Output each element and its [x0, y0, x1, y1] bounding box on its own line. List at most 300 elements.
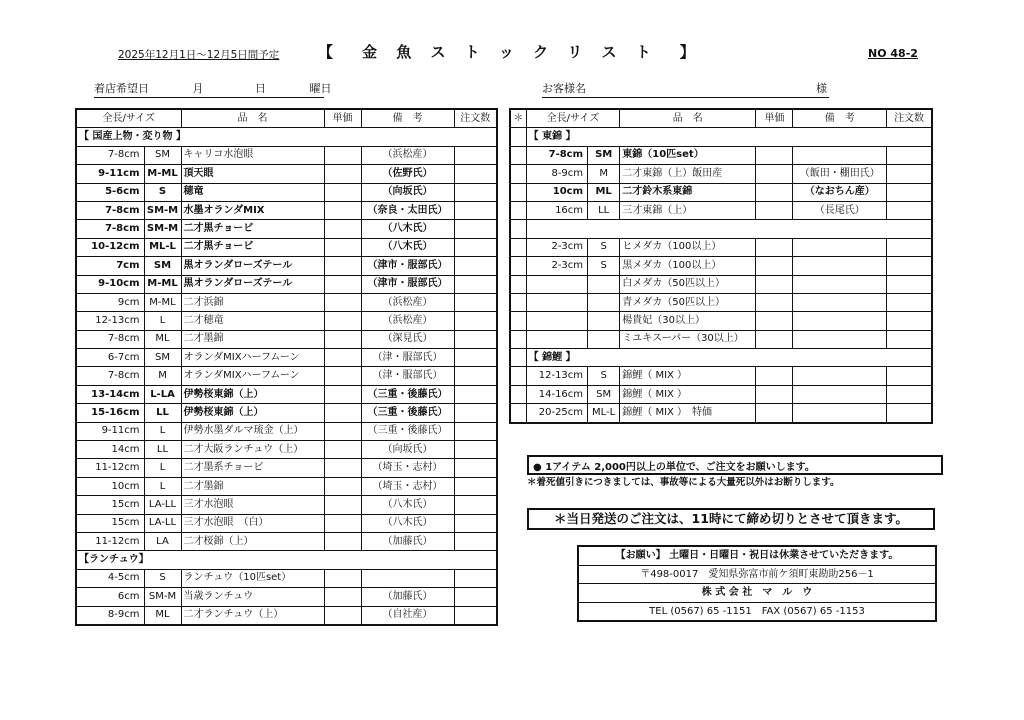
size-cell: LA-LL	[144, 514, 181, 532]
size-cell: S	[588, 257, 620, 275]
length-cell: 15cm	[76, 496, 144, 514]
section-header-row	[510, 220, 932, 238]
order-qty-cell[interactable]	[887, 165, 932, 183]
product-name-cell: オランダMIXハーフムーン	[181, 367, 324, 385]
order-qty-cell[interactable]	[454, 606, 497, 625]
length-cell: 11-12cm	[76, 532, 144, 550]
section-header-row	[76, 128, 497, 146]
size-cell: S	[588, 367, 620, 385]
product-name-cell: 錦鯉（ MIX ）	[620, 367, 756, 385]
size-cell: ML-L	[144, 238, 181, 256]
star-cell	[510, 367, 526, 385]
size-cell: SM-M	[144, 220, 181, 238]
document-number: NO 48-2	[868, 47, 918, 60]
weekday-label: 曜日	[309, 82, 332, 95]
order-qty-cell[interactable]	[454, 569, 497, 587]
price-cell	[756, 293, 793, 311]
order-qty-cell[interactable]	[887, 367, 932, 385]
product-name-cell: オランダMIXハーフムーン	[181, 349, 324, 367]
remarks-cell	[793, 275, 887, 293]
remarks-cell: （加藤氏）	[361, 588, 454, 606]
size-cell: SM	[144, 349, 181, 367]
remarks-cell: （三重・後藤氏）	[361, 422, 454, 440]
size-cell: M	[144, 367, 181, 385]
table-row	[510, 312, 932, 330]
order-qty-cell[interactable]	[454, 201, 497, 219]
length-cell: 7-8cm	[76, 220, 144, 238]
star-header: ＊	[510, 109, 526, 128]
remarks-cell: （浜松産）	[361, 293, 454, 311]
product-name-cell: 当歳ランチュウ	[181, 588, 324, 606]
length-cell: 9-10cm	[76, 275, 144, 293]
order-qty-cell[interactable]	[454, 257, 497, 275]
remarks-cell: （八木氏）	[361, 514, 454, 532]
table-row	[510, 293, 932, 311]
table-row	[76, 496, 497, 514]
remarks-cell	[793, 330, 887, 348]
remarks-cell	[361, 569, 454, 587]
table-row	[76, 569, 497, 587]
length-cell: 9-11cm	[76, 422, 144, 440]
length-cell: 7-8cm	[76, 330, 144, 348]
honorific-label: 様	[816, 82, 827, 95]
length-cell: 14cm	[76, 441, 144, 459]
size-cell: LL	[144, 404, 181, 422]
qty-header: 注文数	[454, 109, 497, 128]
remarks-cell: （八木氏）	[361, 496, 454, 514]
remarks-cell: （埼玉・志村）	[361, 459, 454, 477]
size-cell: ML	[144, 330, 181, 348]
length-cell: 7-8cm	[76, 201, 144, 219]
section-title	[526, 220, 932, 238]
size-cell: LA-LL	[144, 496, 181, 514]
size-cell: SM-M	[144, 588, 181, 606]
product-name-cell: 二才墨錦	[181, 477, 324, 495]
size-cell: LL	[588, 201, 620, 219]
length-cell: 15-16cm	[76, 404, 144, 422]
product-name-cell: 伊勢桜東錦（上）	[181, 385, 324, 403]
table-row	[510, 404, 932, 423]
left-header-row	[76, 109, 497, 128]
remarks-cell: （津・服部氏）	[361, 367, 454, 385]
length-cell	[526, 275, 587, 293]
star-cell	[510, 201, 526, 219]
size-cell	[588, 293, 620, 311]
price-cell	[756, 385, 793, 403]
table-row	[76, 385, 497, 403]
size-cell	[588, 330, 620, 348]
size-cell: S	[588, 238, 620, 256]
table-row	[76, 606, 497, 625]
remarks-cell: （三重・後藤氏）	[361, 385, 454, 403]
length-cell: 2-3cm	[526, 238, 587, 256]
order-qty-cell[interactable]	[454, 183, 497, 201]
price-cell	[756, 312, 793, 330]
size-cell: L	[144, 459, 181, 477]
order-qty-cell[interactable]	[454, 349, 497, 367]
remarks-cell	[793, 238, 887, 256]
date-range: 2025年12月1日～12月5日間予定	[118, 49, 280, 61]
length-cell	[526, 293, 587, 311]
order-qty-cell[interactable]	[887, 275, 932, 293]
size-cell: ML	[144, 606, 181, 625]
size-cell: L	[144, 312, 181, 330]
price-cell	[324, 459, 361, 477]
order-qty-cell[interactable]	[454, 165, 497, 183]
product-name-cell: 楊貴妃（30以上）	[620, 312, 756, 330]
right-stock-table	[509, 108, 933, 424]
remarks-cell: （飯田・棚田氏）	[793, 165, 887, 183]
product-name-cell: 三才東錦（上）	[620, 201, 756, 219]
price-cell	[324, 422, 361, 440]
order-qty-cell[interactable]	[454, 477, 497, 495]
death-policy-notice: ＊着死値引きにつきましては、事故等による大量死以外はお断りします。	[527, 477, 840, 488]
remarks-cell: （奈良・太田氏）	[361, 201, 454, 219]
product-name-cell: 黒オランダローズテール	[181, 275, 324, 293]
price-cell	[324, 312, 361, 330]
price-cell	[324, 238, 361, 256]
price-header: 単価	[324, 109, 361, 128]
price-cell	[324, 385, 361, 403]
length-cell: 9-11cm	[76, 165, 144, 183]
size-cell: L	[144, 422, 181, 440]
price-cell	[324, 404, 361, 422]
name-header: 品 名	[181, 109, 324, 128]
table-row	[76, 532, 497, 550]
star-cell	[510, 312, 526, 330]
remarks-header: 備 考	[361, 109, 454, 128]
remarks-cell: （三重・後藤氏）	[361, 404, 454, 422]
length-cell: 6-7cm	[76, 349, 144, 367]
price-cell	[756, 146, 793, 164]
length-cell: 2-3cm	[526, 257, 587, 275]
price-cell	[324, 165, 361, 183]
remarks-cell: （加藤氏）	[361, 532, 454, 550]
table-row	[76, 441, 497, 459]
price-cell	[324, 588, 361, 606]
order-qty-cell[interactable]	[454, 293, 497, 311]
month-label: 月	[192, 82, 204, 95]
remarks-cell	[793, 404, 887, 423]
order-qty-cell[interactable]	[454, 496, 497, 514]
remarks-cell	[793, 257, 887, 275]
length-cell: 4-5cm	[76, 569, 144, 587]
price-cell	[324, 349, 361, 367]
remarks-cell: （津市・服部氏）	[361, 257, 454, 275]
product-name-cell: ミユキスーパー（30以上）	[620, 330, 756, 348]
size-cell: M	[588, 165, 620, 183]
product-name-cell: キャリコ水泡眼	[181, 146, 324, 164]
table-row	[510, 183, 932, 201]
size-cell: S	[144, 569, 181, 587]
star-cell	[510, 349, 526, 367]
size-cell: LA	[144, 532, 181, 550]
table-row	[76, 459, 497, 477]
length-cell: 11-12cm	[76, 459, 144, 477]
length-cell	[526, 330, 587, 348]
size-cell: L	[144, 477, 181, 495]
holiday-request: 【お願い】 土曜日・日曜日・祝日は休業させていただきます。	[579, 547, 935, 566]
size-cell: SM-M	[144, 201, 181, 219]
length-cell: 8-9cm	[76, 606, 144, 625]
order-qty-cell[interactable]	[887, 257, 932, 275]
order-qty-cell[interactable]	[887, 385, 932, 403]
product-name-cell: 二才大阪ランチュウ（上）	[181, 441, 324, 459]
product-name-cell: 黒オランダローズテール	[181, 257, 324, 275]
table-row	[76, 367, 497, 385]
section-title: 【 錦鯉 】	[526, 349, 932, 367]
price-cell	[324, 183, 361, 201]
table-row	[510, 165, 932, 183]
length-cell: 7-8cm	[76, 146, 144, 164]
table-row	[76, 588, 497, 606]
company-contact: TEL (0567) 65 -1151 FAX (0567) 65 -1153	[649, 605, 865, 617]
price-cell	[324, 532, 361, 550]
section-header-row	[76, 551, 497, 569]
price-cell	[324, 257, 361, 275]
star-cell	[510, 404, 526, 423]
length-cell: 15cm	[76, 514, 144, 532]
remarks-cell	[793, 367, 887, 385]
order-qty-cell[interactable]	[454, 220, 497, 238]
table-row	[510, 385, 932, 403]
same-day-notice: ＊当日発送のご注文は、11時にて締め切りとさせて頂きます。	[527, 508, 935, 530]
price-cell	[756, 367, 793, 385]
order-qty-cell[interactable]	[454, 404, 497, 422]
product-name-cell: 錦鯉（ MIX ） 特価	[620, 404, 756, 423]
order-qty-cell[interactable]	[887, 183, 932, 201]
order-qty-cell[interactable]	[454, 275, 497, 293]
table-row	[510, 201, 932, 219]
product-name-cell: 穂竜	[181, 183, 324, 201]
product-name-cell: 二才浜錦	[181, 293, 324, 311]
order-qty-cell[interactable]	[454, 514, 497, 532]
size-cell: ML	[588, 183, 620, 201]
table-row	[76, 220, 497, 238]
price-cell	[756, 275, 793, 293]
table-row	[76, 257, 497, 275]
size-cell	[588, 275, 620, 293]
table-row	[76, 275, 497, 293]
price-cell	[324, 330, 361, 348]
star-cell	[510, 238, 526, 256]
table-row	[510, 146, 932, 164]
table-row	[510, 367, 932, 385]
price-cell	[324, 514, 361, 532]
qty-header: 注文数	[887, 109, 932, 128]
order-qty-cell[interactable]	[887, 146, 932, 164]
price-cell	[756, 201, 793, 219]
price-cell	[324, 293, 361, 311]
price-cell	[324, 220, 361, 238]
order-qty-cell[interactable]	[887, 238, 932, 256]
product-name-cell: 二才墨系チョービ	[181, 459, 324, 477]
table-row	[76, 312, 497, 330]
price-cell	[756, 238, 793, 256]
company-address: 〒498-0017 愛知県弥富市前ケ須町東勘助256－1	[579, 566, 935, 585]
price-cell	[324, 367, 361, 385]
section-title: 【 国産上物・変り物 】	[76, 128, 497, 146]
customer-label: お客様名	[542, 82, 586, 95]
left-stock-table	[75, 108, 498, 626]
price-cell	[324, 146, 361, 164]
size-cell: M-ML	[144, 165, 181, 183]
order-qty-cell[interactable]	[454, 146, 497, 164]
size-cell	[588, 312, 620, 330]
remarks-cell	[793, 293, 887, 311]
product-name-cell: 白メダカ（50匹以上）	[620, 275, 756, 293]
order-qty-cell[interactable]	[454, 367, 497, 385]
product-name-cell: 伊勢水墨ダルマ琉金（上）	[181, 422, 324, 440]
arrival-date-field[interactable]	[94, 80, 332, 98]
length-cell	[526, 312, 587, 330]
product-name-cell: 二才穂竜	[181, 312, 324, 330]
table-row	[510, 238, 932, 256]
length-cell: 16cm	[526, 201, 587, 219]
order-qty-cell[interactable]	[454, 385, 497, 403]
product-name-cell: 二才墨錦	[181, 330, 324, 348]
unit-order-notice: ● 1アイテム 2,000円以上の単位で、ご注文をお願いします。	[527, 455, 943, 475]
remarks-cell: （浜松産）	[361, 312, 454, 330]
length-cell: 12-13cm	[76, 312, 144, 330]
customer-name-field[interactable]	[542, 80, 829, 98]
star-cell	[510, 257, 526, 275]
table-row	[510, 257, 932, 275]
table-row	[76, 146, 497, 164]
length-cell: 13-14cm	[76, 385, 144, 403]
length-cell: 12-13cm	[526, 367, 587, 385]
table-row	[76, 514, 497, 532]
length-cell: 14-16cm	[526, 385, 587, 403]
table-row	[76, 422, 497, 440]
size-cell: SM	[588, 385, 620, 403]
section-header-row	[510, 128, 932, 146]
table-row	[76, 404, 497, 422]
order-qty-cell[interactable]	[887, 293, 932, 311]
table-row	[76, 293, 497, 311]
price-cell	[756, 183, 793, 201]
size-cell: LL	[144, 441, 181, 459]
remarks-cell: （なおちん産）	[793, 183, 887, 201]
product-name-cell: 青メダカ（50匹以上）	[620, 293, 756, 311]
price-header: 単価	[756, 109, 793, 128]
order-qty-cell[interactable]	[454, 312, 497, 330]
order-qty-cell[interactable]	[454, 422, 497, 440]
remarks-cell: （深見氏）	[361, 330, 454, 348]
remarks-cell: （津市・服部氏）	[361, 275, 454, 293]
remarks-cell	[793, 146, 887, 164]
star-cell	[510, 275, 526, 293]
right-header-row	[510, 109, 932, 128]
table-row	[76, 477, 497, 495]
order-qty-cell[interactable]	[454, 441, 497, 459]
product-name-cell: 二才鈴木系東錦	[620, 183, 756, 201]
price-cell	[756, 165, 793, 183]
size-cell: L-LA	[144, 385, 181, 403]
order-qty-cell[interactable]	[887, 312, 932, 330]
order-qty-cell[interactable]	[454, 459, 497, 477]
section-title: 【ランチュウ】	[76, 551, 497, 569]
product-name-cell: 二才黒チョービ	[181, 220, 324, 238]
remarks-cell: （向坂氏）	[361, 183, 454, 201]
product-name-cell: 東錦（10匹set）	[620, 146, 756, 164]
order-qty-cell[interactable]	[454, 532, 497, 550]
size-cell: S	[144, 183, 181, 201]
remarks-cell: （向坂氏）	[361, 441, 454, 459]
star-cell	[510, 330, 526, 348]
product-name-cell: 頂天眼	[181, 165, 324, 183]
order-qty-cell[interactable]	[454, 330, 497, 348]
product-name-cell: 三才水泡眼 （白）	[181, 514, 324, 532]
table-row	[76, 183, 497, 201]
arrival-label: 着店希望日	[94, 82, 149, 95]
product-name-cell: 二才ランチュウ（上）	[181, 606, 324, 625]
remarks-header: 備 考	[793, 109, 887, 128]
table-row	[76, 201, 497, 219]
day-label: 日	[255, 82, 266, 95]
remarks-cell: （埼玉・志村）	[361, 477, 454, 495]
star-cell	[510, 293, 526, 311]
company-info-box	[577, 545, 937, 622]
table-row	[76, 165, 497, 183]
length-cell: 7-8cm	[526, 146, 587, 164]
star-cell	[510, 183, 526, 201]
product-name-cell: 錦鯉（ MIX ）	[620, 385, 756, 403]
size-cell: ML-L	[588, 404, 620, 423]
size-cell: M-ML	[144, 293, 181, 311]
price-cell	[756, 404, 793, 423]
section-header-row	[510, 349, 932, 367]
price-cell	[324, 441, 361, 459]
product-name-cell: 黒メダカ（100以上）	[620, 257, 756, 275]
size-header: 全長/サイズ	[526, 109, 620, 128]
product-name-cell: 伊勢桜東錦（上）	[181, 404, 324, 422]
length-cell: 20-25cm	[526, 404, 587, 423]
price-cell	[324, 569, 361, 587]
size-cell: SM	[144, 257, 181, 275]
price-cell	[324, 201, 361, 219]
product-name-cell: 二才黒チョービ	[181, 238, 324, 256]
length-cell: 6cm	[76, 588, 144, 606]
name-header: 品 名	[620, 109, 756, 128]
product-name-cell: 二才東錦（上）飯田産	[620, 165, 756, 183]
product-name-cell: 二才桜錦（上）	[181, 532, 324, 550]
length-cell: 10cm	[76, 477, 144, 495]
length-cell: 10-12cm	[76, 238, 144, 256]
length-cell: 8-9cm	[526, 165, 587, 183]
order-qty-cell[interactable]	[887, 330, 932, 348]
star-cell	[510, 220, 526, 238]
order-qty-cell[interactable]	[454, 238, 497, 256]
table-row	[76, 238, 497, 256]
price-cell	[324, 606, 361, 625]
price-cell	[324, 477, 361, 495]
product-name-cell: ヒメダカ（100以上）	[620, 238, 756, 256]
section-title: 【 東錦 】	[526, 128, 932, 146]
length-cell: 5-6cm	[76, 183, 144, 201]
price-cell	[756, 257, 793, 275]
remarks-cell: （佐野氏）	[361, 165, 454, 183]
order-qty-cell[interactable]	[887, 201, 932, 219]
product-name-cell: ランチュウ（10匹set）	[181, 569, 324, 587]
company-name: 株 式 会 社 マ ル ウ	[579, 584, 935, 603]
price-cell	[324, 496, 361, 514]
order-qty-cell[interactable]	[887, 404, 932, 423]
remarks-cell: （八木氏）	[361, 238, 454, 256]
product-name-cell: 水墨オランダMIX	[181, 201, 324, 219]
table-row	[510, 330, 932, 348]
order-qty-cell[interactable]	[454, 588, 497, 606]
